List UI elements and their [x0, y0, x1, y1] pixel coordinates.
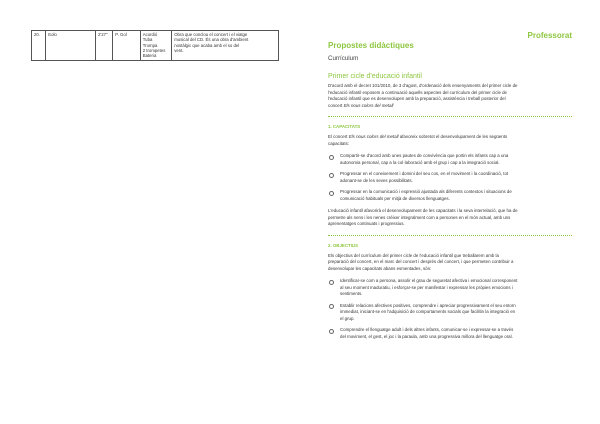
track-table	[31, 30, 279, 61]
cycle-heading: Primer cicle d'educació infantil	[328, 73, 422, 80]
track-duration: 2'27"	[96, 31, 113, 61]
track-instruments	[140, 31, 172, 61]
capacitats-intro: El concert Els nous colors del metall afavoreix sobretot el desenvolupament de les següents capacitats:	[328, 134, 508, 146]
instrument: Bateria	[142, 53, 157, 58]
track-author: P. Gol	[113, 31, 140, 61]
circle-bullet-icon	[329, 280, 334, 285]
list-item: Identificar-se com a persona, assolir el grau de seguretat afectiva i emocional corresponent al seu moment maduratiu, i esforçar-se per manifestar i expressar les pròpies emocions i sentiments.	[328, 278, 572, 298]
capacitats-list	[328, 153, 572, 202]
objectius-list	[328, 278, 572, 340]
list-item: Establir relacions afectives positives, comprendre i apreciar progressivament el seu entorn immediat, iniciant-se en l'adquisició de comportaments socials que facilitin la integració en el grup.	[328, 303, 572, 323]
divider	[328, 235, 572, 236]
page-subtitle: Currículum	[328, 55, 359, 62]
list-item: Comprendre el llenguatge adult i dels altres infants, comunicar-se i expressar-se a través del moviment, el gest, el joc i la paraula, amb una progressiva millora del llenguatge oral.	[328, 327, 572, 340]
divider	[328, 116, 572, 117]
circle-bullet-icon	[329, 329, 334, 334]
circle-bullet-icon	[329, 191, 334, 196]
list-item: Progressar en la comunicació i expressió ajustada als diferents contextos i situacions de comunicació habituals per mitjà de diversos llenguatges.	[328, 189, 572, 202]
track-title: Eolo	[46, 31, 96, 61]
instrument: Trompa	[142, 42, 158, 48]
capacitats-heading: 1. CAPACITATS	[328, 124, 361, 129]
intro-paragraph: D'acord amb el decret 101/2010, de 3 d'agost, d'ordenació dels ensenyaments del primer cicle de l'educació infantil exposem a continuació aquells aspectes del currículum del primer cicle de l'educació infantil que es desenvolupen amb la preparació, assistència i treball posterior del concert Els nous colors del metall	[328, 83, 518, 108]
table-row	[32, 31, 279, 61]
instrument: 2 trompetes	[142, 47, 166, 53]
instrument: Tuba	[142, 37, 153, 43]
list-item: Progressar en el coneixement i domini del seu cos, en el moviment i la coordinació, tot adonant-se de les seves possibilitats.	[328, 171, 572, 184]
circle-bullet-icon	[329, 155, 334, 160]
track-number: 20.	[32, 31, 46, 61]
page-title: Propostes didàctiques	[328, 41, 414, 50]
section-name: Professorat	[527, 31, 572, 40]
circle-bullet-icon	[329, 304, 334, 309]
circle-bullet-icon	[329, 173, 334, 178]
right-page	[300, 0, 600, 424]
list-item: Compartir-se d'acord amb unes pautes de convivència que portin els infants cap a una autonomia personal, cap a la col·laboració amb el grup i cap a la integració social.	[328, 153, 572, 166]
objectius-heading: 2. OBJECTIUS	[328, 242, 359, 248]
objectius-intro: Els objectius del currículum del primer cicle de l'educació infantil que treballarem amb la preparació del concert, en el marc del concert i després del concert, i que permeten contribuir a desenvolupar les capacitats abans esmentades, són:	[328, 252, 514, 271]
track-description: Obra que conclou el concert i el viatge musical del CD. És una obra d'ambient nostàlgic que acaba amb el so del vent.	[172, 31, 279, 61]
capacitats-closing: L'educació infantil afavorirà el desenvolupament de les capacitats i la seva interrelació, que ha de permetre als nens i les nenes créixer integralment com a persones en el món actual, amb uns aprenentatges continuats i progressius.	[328, 208, 518, 226]
concert-title: Els nous colors del metall	[343, 102, 394, 108]
concert-title: Els nous colors del metall	[348, 134, 399, 139]
content	[328, 73, 572, 346]
instrument: Acordió	[142, 32, 158, 38]
